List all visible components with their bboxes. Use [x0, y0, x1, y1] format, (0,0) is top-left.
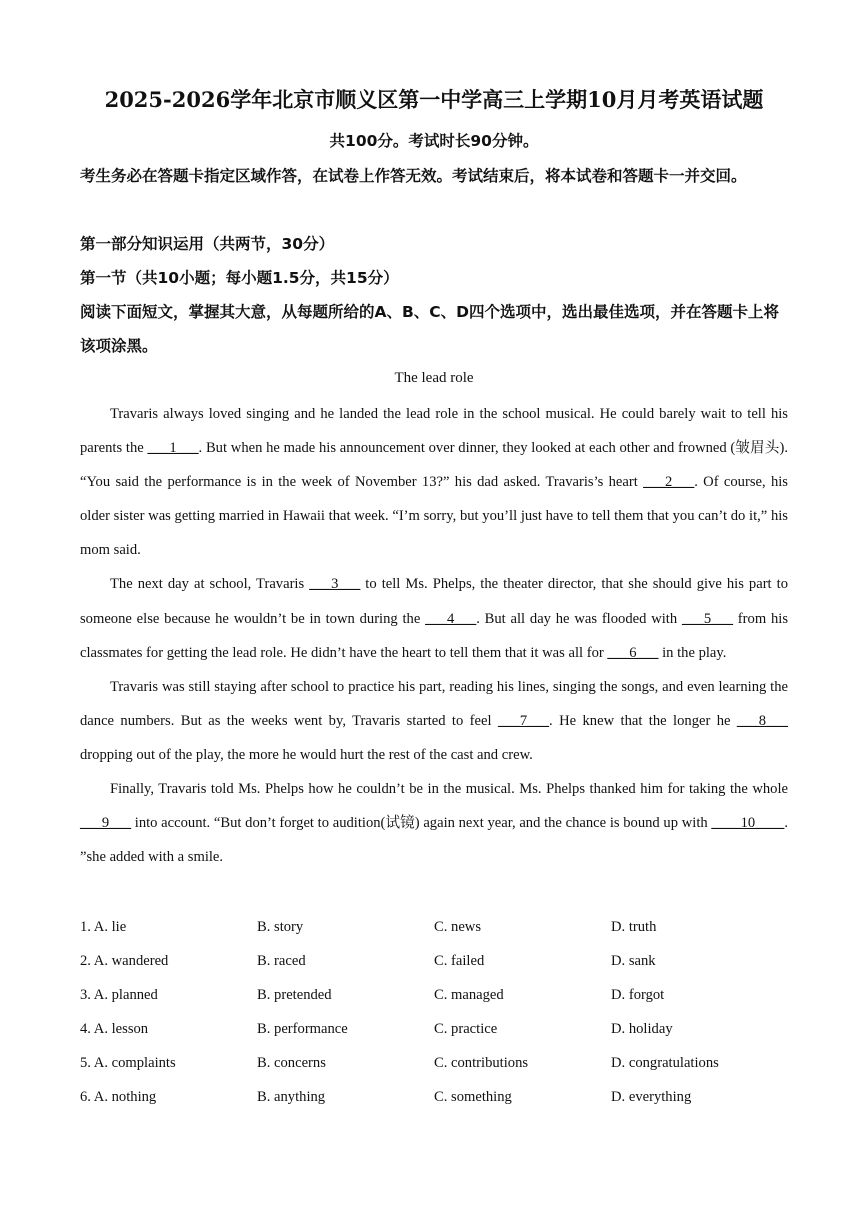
option-d: D. congratulations [611, 1055, 719, 1071]
blank-10: ____10____ [711, 815, 785, 832]
passage-text: into account. “But don’t forget to audition(试镜) again next year, and the chance is bound up with [131, 815, 712, 832]
option-d: D. sank [611, 953, 656, 969]
option-c: C. news [434, 919, 482, 935]
question-row [80, 978, 800, 1012]
passage-paragraph-2 [80, 567, 788, 669]
passage-paragraph-3 [80, 670, 788, 772]
passage-text: Travaris always loved singing and he landed the lead role in the school musical. He could barely wait to tell his parents the [80, 406, 788, 457]
option-d: D. truth [611, 919, 657, 935]
option-b: B. story [257, 919, 304, 935]
option-a: 5. A. complaints [80, 1055, 176, 1071]
option-c: C. contributions [434, 1055, 529, 1071]
blank-8: ___8___ [736, 712, 788, 729]
passage-text: in the play. [658, 644, 727, 661]
section-title: 第一节（共10小题；每小题1.5分，共15分） [80, 269, 399, 287]
option-a: 4. A. lesson [80, 1021, 149, 1037]
blank-9: ___9___ [80, 815, 132, 832]
option-d: D. holiday [611, 1021, 673, 1037]
option-c: C. practice [434, 1021, 498, 1037]
exam-title: 2025-2026学年北京市顺义区第一中学高三上学期10月月考英语试题 [104, 87, 764, 112]
passage-text: Travaris was still staying after school to practice his part, reading his lines, singing the songs, and even learning the dance numbers. But as the weeks went by, Travaris started to feel [80, 678, 788, 729]
passage-text: . But when he made his announcement over dinner, they looked at each other and frowned (皱眉头). “You said the performance is in the week of November 13?” his dad asked. Travaris’s heart [80, 440, 788, 491]
option-a: 1. A. lie [80, 919, 127, 935]
part-title: 第一部分知识运用（共两节，30分） [80, 235, 335, 253]
option-d: D. everything [611, 1089, 692, 1105]
option-a: 6. A. nothing [80, 1089, 157, 1105]
passage-text: Finally, Travaris told Ms. Phelps how he couldn’t be in the musical. Ms. Phelps thanked him for taking the whole [110, 781, 788, 798]
option-a: 2. A. wandered [80, 953, 169, 969]
option-b: B. pretended [257, 987, 332, 1003]
option-b: B. anything [257, 1089, 326, 1105]
passage-paragraph-1 [80, 397, 788, 567]
option-c: C. managed [434, 987, 504, 1003]
option-a: 3. A. planned [80, 987, 158, 1003]
option-c: C. something [434, 1089, 512, 1105]
question-row [80, 1012, 800, 1046]
blank-3: ___3___ [309, 576, 361, 593]
question-row [80, 1080, 800, 1114]
passage-text: . ”she added with a smile. [80, 815, 788, 866]
blank-7: ___7___ [497, 712, 550, 729]
option-d: D. forgot [611, 987, 665, 1003]
passage-text: dropping out of the play, the more he would hurt the rest of the cast and crew. [80, 746, 533, 763]
passage-text: from his classmates for getting the lead role. He didn’t have the heart to tell them that it was all for [80, 610, 788, 661]
blank-6: ___6___ [607, 644, 659, 661]
passage-text: . Of course, his older sister was getting married in Hawaii that week. “I’m sorry, but you’ll just have to tell them that you can’t do it,” his mom said. [80, 474, 788, 559]
blank-1: ___1___ [147, 440, 199, 457]
option-b: B. performance [257, 1021, 348, 1037]
passage-paragraph-4 [80, 772, 788, 874]
answer-options [80, 910, 800, 1114]
blank-2: ___2___ [643, 474, 695, 491]
option-b: B. concerns [257, 1055, 326, 1071]
section-directions: 阅读下面短文，掌握其大意，从每题所给的A、B、C、D四个选项中，选出最佳选项，并在答题卡上将该项涂黑。 [80, 303, 780, 355]
option-b: B. raced [257, 953, 306, 969]
passage-text: to tell Ms. Phelps, the theater director, that she should give his part to someone else because he wouldn’t be in town during the [80, 576, 788, 627]
question-row [80, 910, 800, 944]
passage-body [80, 397, 788, 874]
blank-5: ___5___ [681, 610, 734, 627]
question-row [80, 944, 800, 978]
exam-notice: 考生务必在答题卡指定区域作答，在试卷上作答无效。考试结束后，将本试卷和答题卡一并交回。 [80, 167, 747, 185]
passage-text: . He knew that the longer he [549, 712, 737, 729]
passage-text: The next day at school, Travaris [110, 576, 310, 593]
exam-subtitle: 共100分。考试时长90分钟。 [329, 132, 539, 150]
option-c: C. failed [434, 953, 485, 969]
passage-title: The lead role [394, 370, 474, 386]
passage-text: . But all day he was flooded with [476, 610, 682, 627]
question-row [80, 1046, 800, 1080]
blank-4: ___4___ [425, 610, 477, 627]
